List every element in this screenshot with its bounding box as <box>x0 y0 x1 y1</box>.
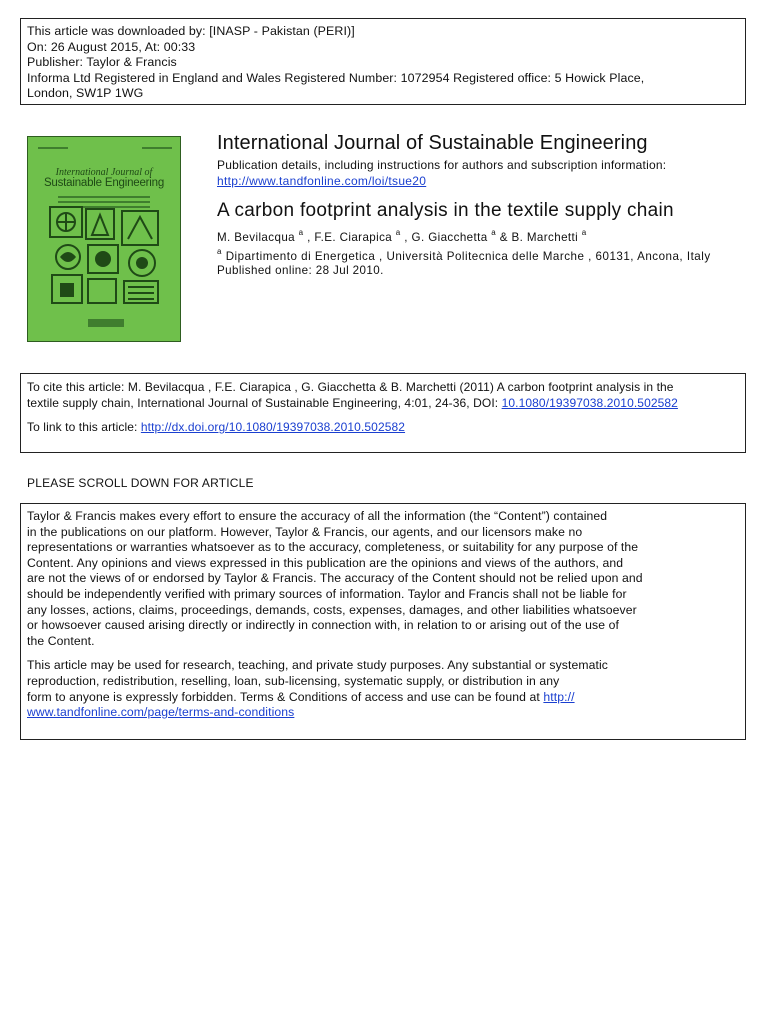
author-separator: , <box>400 231 412 244</box>
author-separator: , <box>303 231 315 244</box>
download-line: On: 26 August 2015, At: 00:33 <box>27 39 196 54</box>
download-line: Informa Ltd Registered in England and Wales Registered Number: 1072954 Registered office: 5 Howick Place, <box>27 70 645 85</box>
usage-line <box>27 690 739 706</box>
author-affil-sup: a <box>298 228 304 237</box>
published-date: Published online: 28 Jul 2010. <box>217 264 384 277</box>
disclaimer-line: in the publications on our platform. However, Taylor & Francis, our agents, and our licensors make no <box>27 524 583 539</box>
disclaimer-box <box>20 503 746 740</box>
citation-text: textile supply chain, International Journal of Sustainable Engineering, 4:01, 24-36, DOI: <box>27 396 502 410</box>
disclaimer-line: or howsoever caused arising directly or indirectly in connection with, in relation to or arising out of the use of <box>27 618 619 633</box>
author-name: F.E. Ciarapica <box>314 231 393 244</box>
download-line: Publisher: Taylor & Francis <box>27 55 177 70</box>
disclaimer-line: Taylor & Francis makes every effort to ensure the accuracy of all the information (the “Content”) contained <box>27 509 608 523</box>
journal-title: International Journal of Sustainable Engineering <box>217 132 648 154</box>
author-name: B. Marchetti <box>511 231 579 244</box>
usage-line: This article may be used for research, teaching, and private study purposes. Any substantial or systematic <box>27 658 608 673</box>
journal-cover-image <box>27 136 181 342</box>
terms-link-part1[interactable]: http:// <box>543 689 575 704</box>
disclaimer-line: should be independently verified with primary sources of information. Taylor and Francis shall not be liable for <box>27 586 627 601</box>
disclaimer-line: representations or warranties whatsoever as to the accuracy, completeness, or suitability for any purpose of the <box>27 540 639 555</box>
download-line: London, SW1P 1WG <box>27 86 144 101</box>
author-affil-sup: a <box>491 228 497 237</box>
terms-link-part2[interactable]: www.tandfonline.com/page/terms-and-conditions <box>27 705 295 720</box>
usage-line <box>27 705 739 721</box>
journal-url-link[interactable]: http://www.tandfonline.com/loi/tsue20 <box>217 174 427 188</box>
publisher-logo-icon <box>88 319 124 327</box>
citation-line <box>27 395 739 411</box>
doi-link[interactable]: 10.1080/19397038.2010.502582 <box>501 396 678 410</box>
disclaimer-line: any losses, actions, claims, proceedings, demands, costs, expenses, damages, and other liabilities whatsoever <box>27 602 637 617</box>
download-info-box <box>20 18 746 105</box>
usage-line: reproduction, redistribution, reselling, loan, sub-licensing, systematic supply, or distribution in any <box>27 673 560 688</box>
scroll-down-note: PLEASE SCROLL DOWN FOR ARTICLE <box>27 476 254 490</box>
disclaimer-line: are not the views of or endorsed by Taylor & Francis. The accuracy of the Content should not be relied upon and <box>27 571 643 586</box>
author-affil-sup: a <box>581 228 587 237</box>
citation-box <box>20 373 746 453</box>
usage-paragraph <box>27 658 739 720</box>
author-name: M. Bevilacqua <box>217 231 296 244</box>
affiliation-sup: a <box>217 247 222 256</box>
author-list <box>217 228 587 244</box>
download-line: This article was downloaded by: [INASP - Pakistan (PERI)] <box>27 24 355 38</box>
cover-header-lines <box>38 146 172 152</box>
usage-text: form to anyone is expressly forbidden. Terms & Conditions of access and use can be found at <box>27 689 544 704</box>
affiliation-text: Dipartimento di Energetica , Università Politecnica delle Marche , 60131, Ancona, Italy <box>225 250 711 263</box>
author-name: G. Giacchetta <box>411 231 488 244</box>
disclaimer-line: the Content. <box>27 633 95 648</box>
cover-title-line2: Sustainable Engineering <box>43 177 165 189</box>
article-doi-url-link[interactable]: http://dx.doi.org/10.1080/19397038.2010.502582 <box>140 420 406 434</box>
citation-line: To cite this article: M. Bevilacqua , F.E. Ciarapica , G. Giacchetta & B. Marchetti (2011) A carbon footprint analysis in the <box>27 380 674 394</box>
author-affil-sup: a <box>395 228 401 237</box>
publication-details: Publication details, including instructions for authors and subscription information: <box>217 158 667 172</box>
article-title: A carbon footprint analysis in the textile supply chain <box>217 200 674 221</box>
cover-illustration-icon <box>48 205 162 305</box>
affiliation <box>217 247 711 263</box>
article-link-line <box>27 419 739 435</box>
disclaimer-line: Content. Any opinions and views expressed in this publication are the opinions and views of the authors, and <box>27 555 624 570</box>
cover-title-line1: International Journal of <box>55 167 153 178</box>
link-label: To link to this article: <box>27 420 141 434</box>
cover-header-strip <box>38 146 170 153</box>
disclaimer-paragraph <box>27 509 739 649</box>
author-separator: & <box>496 231 512 244</box>
